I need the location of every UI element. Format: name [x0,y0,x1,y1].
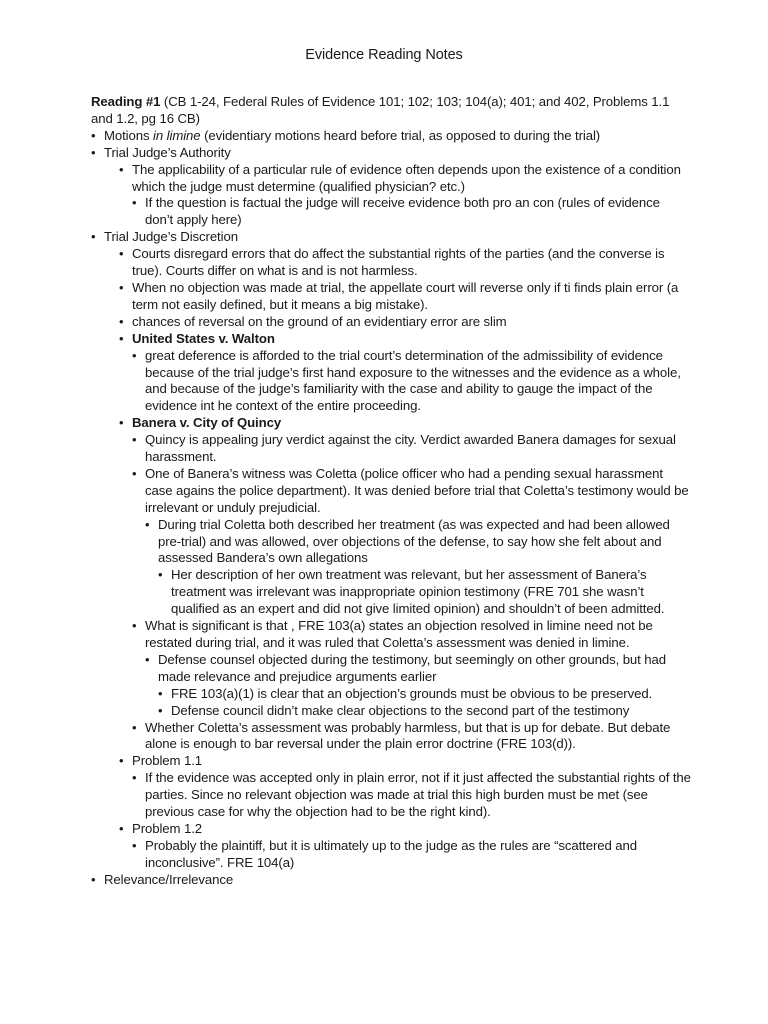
list-item: • One of Banera’s witness was Coletta (police officer who had a pending sexual harassment case agains the police department). It was denied before trial that Coletta’s testimony would be irrelevant or unduly prejudicial. • During trial Coletta both described her treatment (as was expected and had been allowed pre-trial) and was allowed, over objections of the defense, to say how she felt about and assessed Bandera’s own allegations • Her description of her own treatment was relevant, but her assessment of Banera’s treatment was irrelevant was inappropriate opinion testimony (FRE 701 she wasn’t qualified as an expert and did not give limited opinion) and shouldn’t of been admitted. [132,466,691,618]
list-item: • The applicability of a particular rule of evidence often depends upon the existence of a condition which the judge must determine (qualified physician? etc.) • If the question is factual the judge will receive evidence both pro an con (rules of evidence don’t apply here) [119,162,691,230]
list-item: • Defense council didn’t make clear objections to the second part of the testimony [158,703,691,720]
list-item: • FRE 103(a)(1) is clear that an objection’s grounds must be obvious to be preserved. [158,686,691,703]
list-item: • Her description of her own treatment was relevant, but her assessment of Banera’s treatment was irrelevant was inappropriate opinion testimony (FRE 701 she wasn’t qualified as an expert and did not give limited opinion) and shouldn’t of been admitted. [158,567,691,618]
list-item: • Quincy is appealing jury verdict against the city. Verdict awarded Banera damages for sexual harassment. [132,432,691,466]
case-title: Banera v. City of Quincy [132,415,282,431]
case-title: United States v. Walton [132,330,275,346]
reading-heading: Reading #1 [91,94,161,109]
list-item: • Problem 1.1 • If the evidence was accepted only in plain error, not if it just affected the substantial rights of the parties. Since no relevant objection was made at trial this high burden must be met (see previous case for why the objection had to be the right kind). [119,753,691,821]
list-item: • chances of reversal on the ground of an evidentiary error are slim [119,314,691,331]
list-item: • Courts disregard errors that do affect the substantial rights of the parties (and the converse is true). Courts differ on what is and is not harmless. [119,246,691,280]
list-item: • Relevance/Irrelevance [91,872,691,889]
reading-line [91,94,691,128]
list-item: • Probably the plaintiff, but it is ultimately up to the judge as the rules are “scattered and inconclusive”. FRE 104(a) [132,838,691,872]
list-item: • great deference is afforded to the trial court’s determination of the admissibility of evidence because of the trial judge’s first hand exposure to the witnesses and the evidence as a whole, and because of the judge’s familiarity with the case and ability to gauge the impact of the evidence int he context of the entire proceeding. [132,348,691,416]
list-item: • Defense counsel objected during the testimony, but seemingly on other grounds, but had made relevance and prejudice arguments earlier • FRE 103(a)(1) is clear that an objection’s grounds must be obvious to be preserved. • Defense council didn’t make clear objections to the second part of the testimony [145,652,691,720]
list-item: • What is significant is that , FRE 103(a) states an objection resolved in limine need not be restated during trial, and it was ruled that Coletta’s assessment was denied in limine. • Defense counsel objected during the testimony, but seemingly on other grounds, but had made relevance and prejudice arguments earlier • FRE 103(a)(1) is clear that an objection’s grounds must be obvious to be preserved. • Defense council didn’t make clear objections to the second part of the testimony [132,618,691,719]
list-item [119,331,691,416]
reading-details: (CB 1-24, Federal Rules of Evidence 101; 102; 103; 104(a); 401; and 402, Problems 1.1 and 1.2, pg 16 CB) [91,94,670,126]
list-item: • Problem 1.2 • Probably the plaintiff, but it is ultimately up to the judge as the rules are “scattered and inconclusive”. FRE 104(a) [119,821,691,872]
list-item: • Trial Judge’s Authority • The applicability of a particular rule of evidence often depends upon the existence of a condition which the judge must determine (qualified physician? etc.) • If the question is factual the judge will receive evidence both pro an con (rules of evidence don’t apply here) [91,145,691,230]
notes-list [91,128,691,889]
list-item [119,415,691,753]
list-item: • If the evidence was accepted only in plain error, not if it just affected the substantial rights of the parties. Since no relevant objection was made at trial this high burden must be met (see previous case for why the objection had to be the right kind). [132,770,691,821]
document-title: Evidence Reading Notes [305,47,463,63]
list-item: • When no objection was made at trial, the appellate court will reverse only if ti finds plain error (a term not easily defined, but it means a big mistake). [119,280,691,314]
list-item: • Motions in limine (evidentiary motions heard before trial, as opposed to during the trial) [91,128,691,145]
list-item: • If the question is factual the judge will receive evidence both pro an con (rules of evidence don’t apply here) [132,195,691,229]
list-item: • During trial Coletta both described her treatment (as was expected and had been allowed pre-trial) and was allowed, over objections of the defense, to say how she felt about and assessed Bandera’s own allegations • Her description of her own treatment was relevant, but her assessment of Banera’s treatment was irrelevant was inappropriate opinion testimony (FRE 701 she wasn’t qualified as an expert and did not give limited opinion) and shouldn’t of been admitted. [145,517,691,618]
notes-body [91,94,691,889]
list-item: • Trial Judge’s Discretion • Courts disregard errors that do affect the substantial rights of the parties (and the converse is true). Courts differ on what is and is not harmless. • When no objection was made at trial, the appellate court will reverse only if ti finds plain error (a term not easily defined, but it means a big mistake). • chances of reversal on the ground of an evidentiary error are slim • United States v. Walton • great deference is afforded to the trial court’s determination of the admissibility of evidence because of the trial judge’s first hand exposure to the witnesses and the evidence as a whole, and because of the judge’s familiarity with the case and ability to gauge the impact of the evidence int he context of the entire proceeding. • Banera v. City of Quincy • Quincy is appealing jury verdict against the city. Verdict awarded Banera damages for sexual harassment. • One of Banera’s witness was Coletta (police officer who had a pending sexual harassment case agains the police department). It was denied before trial that Coletta’s testimony would be irrelevant or unduly prejudicial. • During trial Coletta both described her treatment (as was expected and had been allowed pre-trial) and was allowed, over objections of the defense, to say how she felt about and assessed Bandera’s own allegations • Her description of her own treatment was relevant, but her assessment of Banera’s treatment was irrelevant was inappropriate opinion testimony (FRE 701 she wasn’t qualified as an expert and did not give limited opinion) and shouldn’t of been admitted. • What is significant is that , FRE 103(a) states an objection resolved in limine need not be restated during trial, and it was ruled that Coletta’s assessment was denied in limine. • Defense counsel objected during the testimony, but seemingly on other grounds, but had made relevance and prejudice arguments earlier • FRE 103(a)(1) is clear that an objection’s grounds must be obvious to be preserved. • Defense council didn’t make clear objections to the second part of the testimony • Whether Coletta’s assessment was probably harmless, but that is up for debate. But debate alone is enough to bar reversal under the plain error doctrine (FRE 103(d)). • Problem 1.1 • If the evidence was accepted only in plain error, not if it just affected the substantial rights of the parties. Since no relevant objection was made at trial this high burden must be met (see previous case for why the objection had to be the right kind). • Problem 1.2 • Probably the plaintiff, but it is ultimately up to the judge as the rules are “scattered and inconclusive”. FRE 104(a) [91,229,691,871]
list-item: • Whether Coletta’s assessment was probably harmless, but that is up for debate. But debate alone is enough to bar reversal under the plain error doctrine (FRE 103(d)). [132,720,691,754]
